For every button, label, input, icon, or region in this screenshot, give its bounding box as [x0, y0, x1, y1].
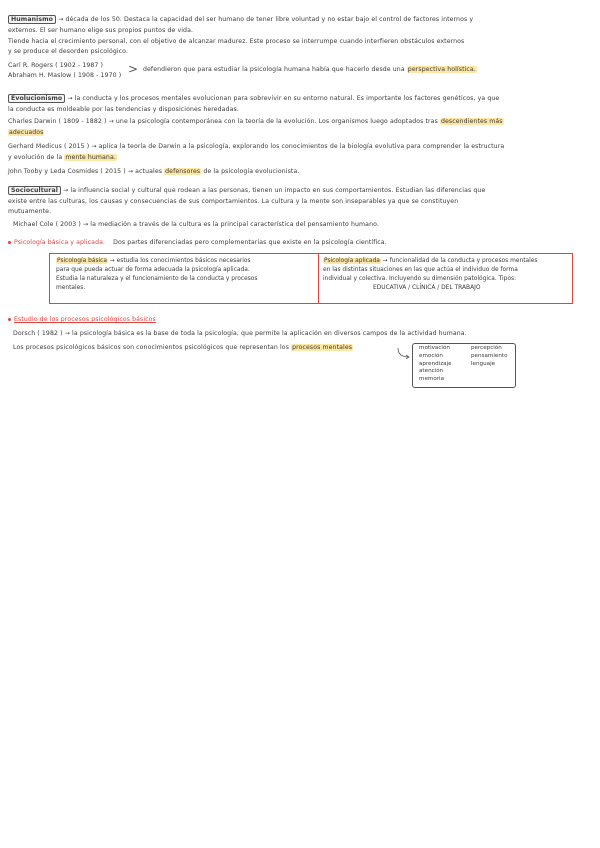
tooby-author: John Tooby y Leda Cosmides ( 2015 ): [8, 168, 126, 175]
cole-author: Michael Cole ( 2003 ): [13, 221, 81, 228]
medicos-line-2: y evolución de la mente humana.: [8, 154, 116, 161]
bullet-dot-icon: [8, 241, 11, 244]
psicologia-heading-line: Psicología básica y aplicada. Dos partes diferenciadas pero complementarias que existe en la psicología científica.: [8, 239, 387, 247]
humanismo-highlight: perspectiva holística.: [407, 66, 476, 73]
dorsch-author: Dorsch ( 1982 ): [13, 330, 63, 337]
evolucionismo-line-1: Evolucionismo → la conducta y los procesos mentales evolucionan para sobrevivir en su entorno natural. Es importante los factores genéticos, ya que: [8, 95, 499, 103]
humanismo-line-3: Tiende hacia el crecimiento personal, con el objetivo de alcanzar madurez. Este proceso se interrumpe cuando interfieren obstáculos externos: [8, 38, 465, 45]
sociocultural-line-3: mutuamente.: [8, 208, 52, 215]
humanismo-line-1: Humanismo → década de los 50. Destaca la capacidad del ser humano de tener libre voluntad y no estar bajo el control de factores internos y: [8, 16, 473, 24]
medicos-line: Gerhard Medicus ( 2015 ) → aplica la teoría de Darwin a la psicología, explorando los conocimientos de la biología evolutiva para comprender la estructura: [8, 143, 505, 150]
evolucionismo-line-2: la conducta es moldeable por las tendencias y disposiciones heredadas.: [8, 106, 239, 113]
humanismo-author-rogers: Carl R. Rogers ( 1902 - 1987 ): [8, 62, 104, 69]
humanismo-authors-text: defendieron que para estudiar la psicología humana había que hacerlo desde una perspectiva holística.: [143, 66, 476, 73]
procesos-col-1: motivación emoción aprendizaje atención memoria: [419, 345, 452, 383]
tooby-line: John Tooby y Leda Cosmides ( 2015 ) → actuales defensores de la psicología evolucionista.: [8, 168, 300, 175]
humanismo-author-maslow: Abraham H. Maslow ( 1908 - 1970 ): [8, 72, 122, 79]
sociocultural-title: Sociocultural: [8, 186, 61, 195]
procesos-line-2: Los procesos psicológicos básicos son conocimientos psicológicos que representan los procesos mentales: [13, 344, 353, 351]
medicos-author: Gerhard Medicus ( 2015 ): [8, 143, 90, 150]
psicologia-heading: Psicología básica y aplicada.: [14, 239, 106, 246]
brace-right-icon: >: [128, 62, 139, 76]
sociocultural-line-2: existe entre las culturas, los causas y consecuencias de sus comportamientos. La cultura y la mente son inseparables ya que se constituyen: [8, 198, 459, 205]
bullet-dot-icon: [8, 318, 11, 321]
dorsch-line: Dorsch ( 1982 ) → la psicología básica es la base de toda la psicología, que permite la aplicación en diversos campos de la actividad humana.: [13, 330, 467, 337]
sociocultural-line-1: Sociocultural → la influencia social y cultural que rodean a las personas, tienen un impacto en sus comportamientos. Estudian las diferencias que: [8, 187, 485, 195]
procesos-heading-line: [8, 316, 156, 324]
psicologia-comparison-table: [49, 253, 573, 304]
basica-label: Psicología básica: [57, 258, 107, 264]
procesos-box: [412, 343, 516, 388]
darwin-author: Charles Darwin ( 1809 - 1882 ): [8, 118, 107, 125]
curved-arrow-icon: [397, 347, 411, 359]
procesos-heading: Estudio de los procesos psicológicos básicos: [14, 316, 156, 323]
darwin-line: Charles Darwin ( 1809 - 1882 ) → une la psicología contemporánea con la teoría de la evolución. Los organismos luego adoptados tras descendientes más: [8, 118, 503, 125]
cole-line: Michael Cole ( 2003 ) → la mediación a través de la cultura es la principal característica del pensamiento humano.: [13, 221, 379, 228]
table-divider: [318, 254, 319, 303]
aplicada-label: Psicología aplicada: [324, 258, 380, 264]
humanismo-title: Humanismo: [8, 15, 56, 24]
basica-cell: Psicología básica → estudia los conocimientos básicos necesarios para que pueda actuar de forma adecuada la psicología aplicada. Estudia la naturaleza y el funcionamiento de la conducta y procesos mentales.: [56, 258, 258, 291]
evolucionismo-title: Evolucionismo: [8, 94, 65, 103]
aplicada-types: EDUCATIVA / CLÍNICA / DEL TRABAJO: [373, 284, 481, 291]
humanismo-line-2: externos. El ser humano elige sus propios puntos de vida.: [8, 27, 194, 34]
darwin-line-2: adecuados: [9, 129, 44, 136]
procesos-col-2: percepción pensamiento lenguaje: [471, 345, 508, 367]
humanismo-line-4: y se produce el desorden psicológico.: [8, 48, 129, 55]
aplicada-cell: Psicología aplicada → funcionalidad de la conducta y procesos mentales en las distintas situaciones en las que actúa el individuo de forma individual y colectiva. Incluyendo su dimensión patológica. Tipos: EDUCATIVA / CLÍNICA / DEL TRABAJO: [323, 258, 538, 291]
